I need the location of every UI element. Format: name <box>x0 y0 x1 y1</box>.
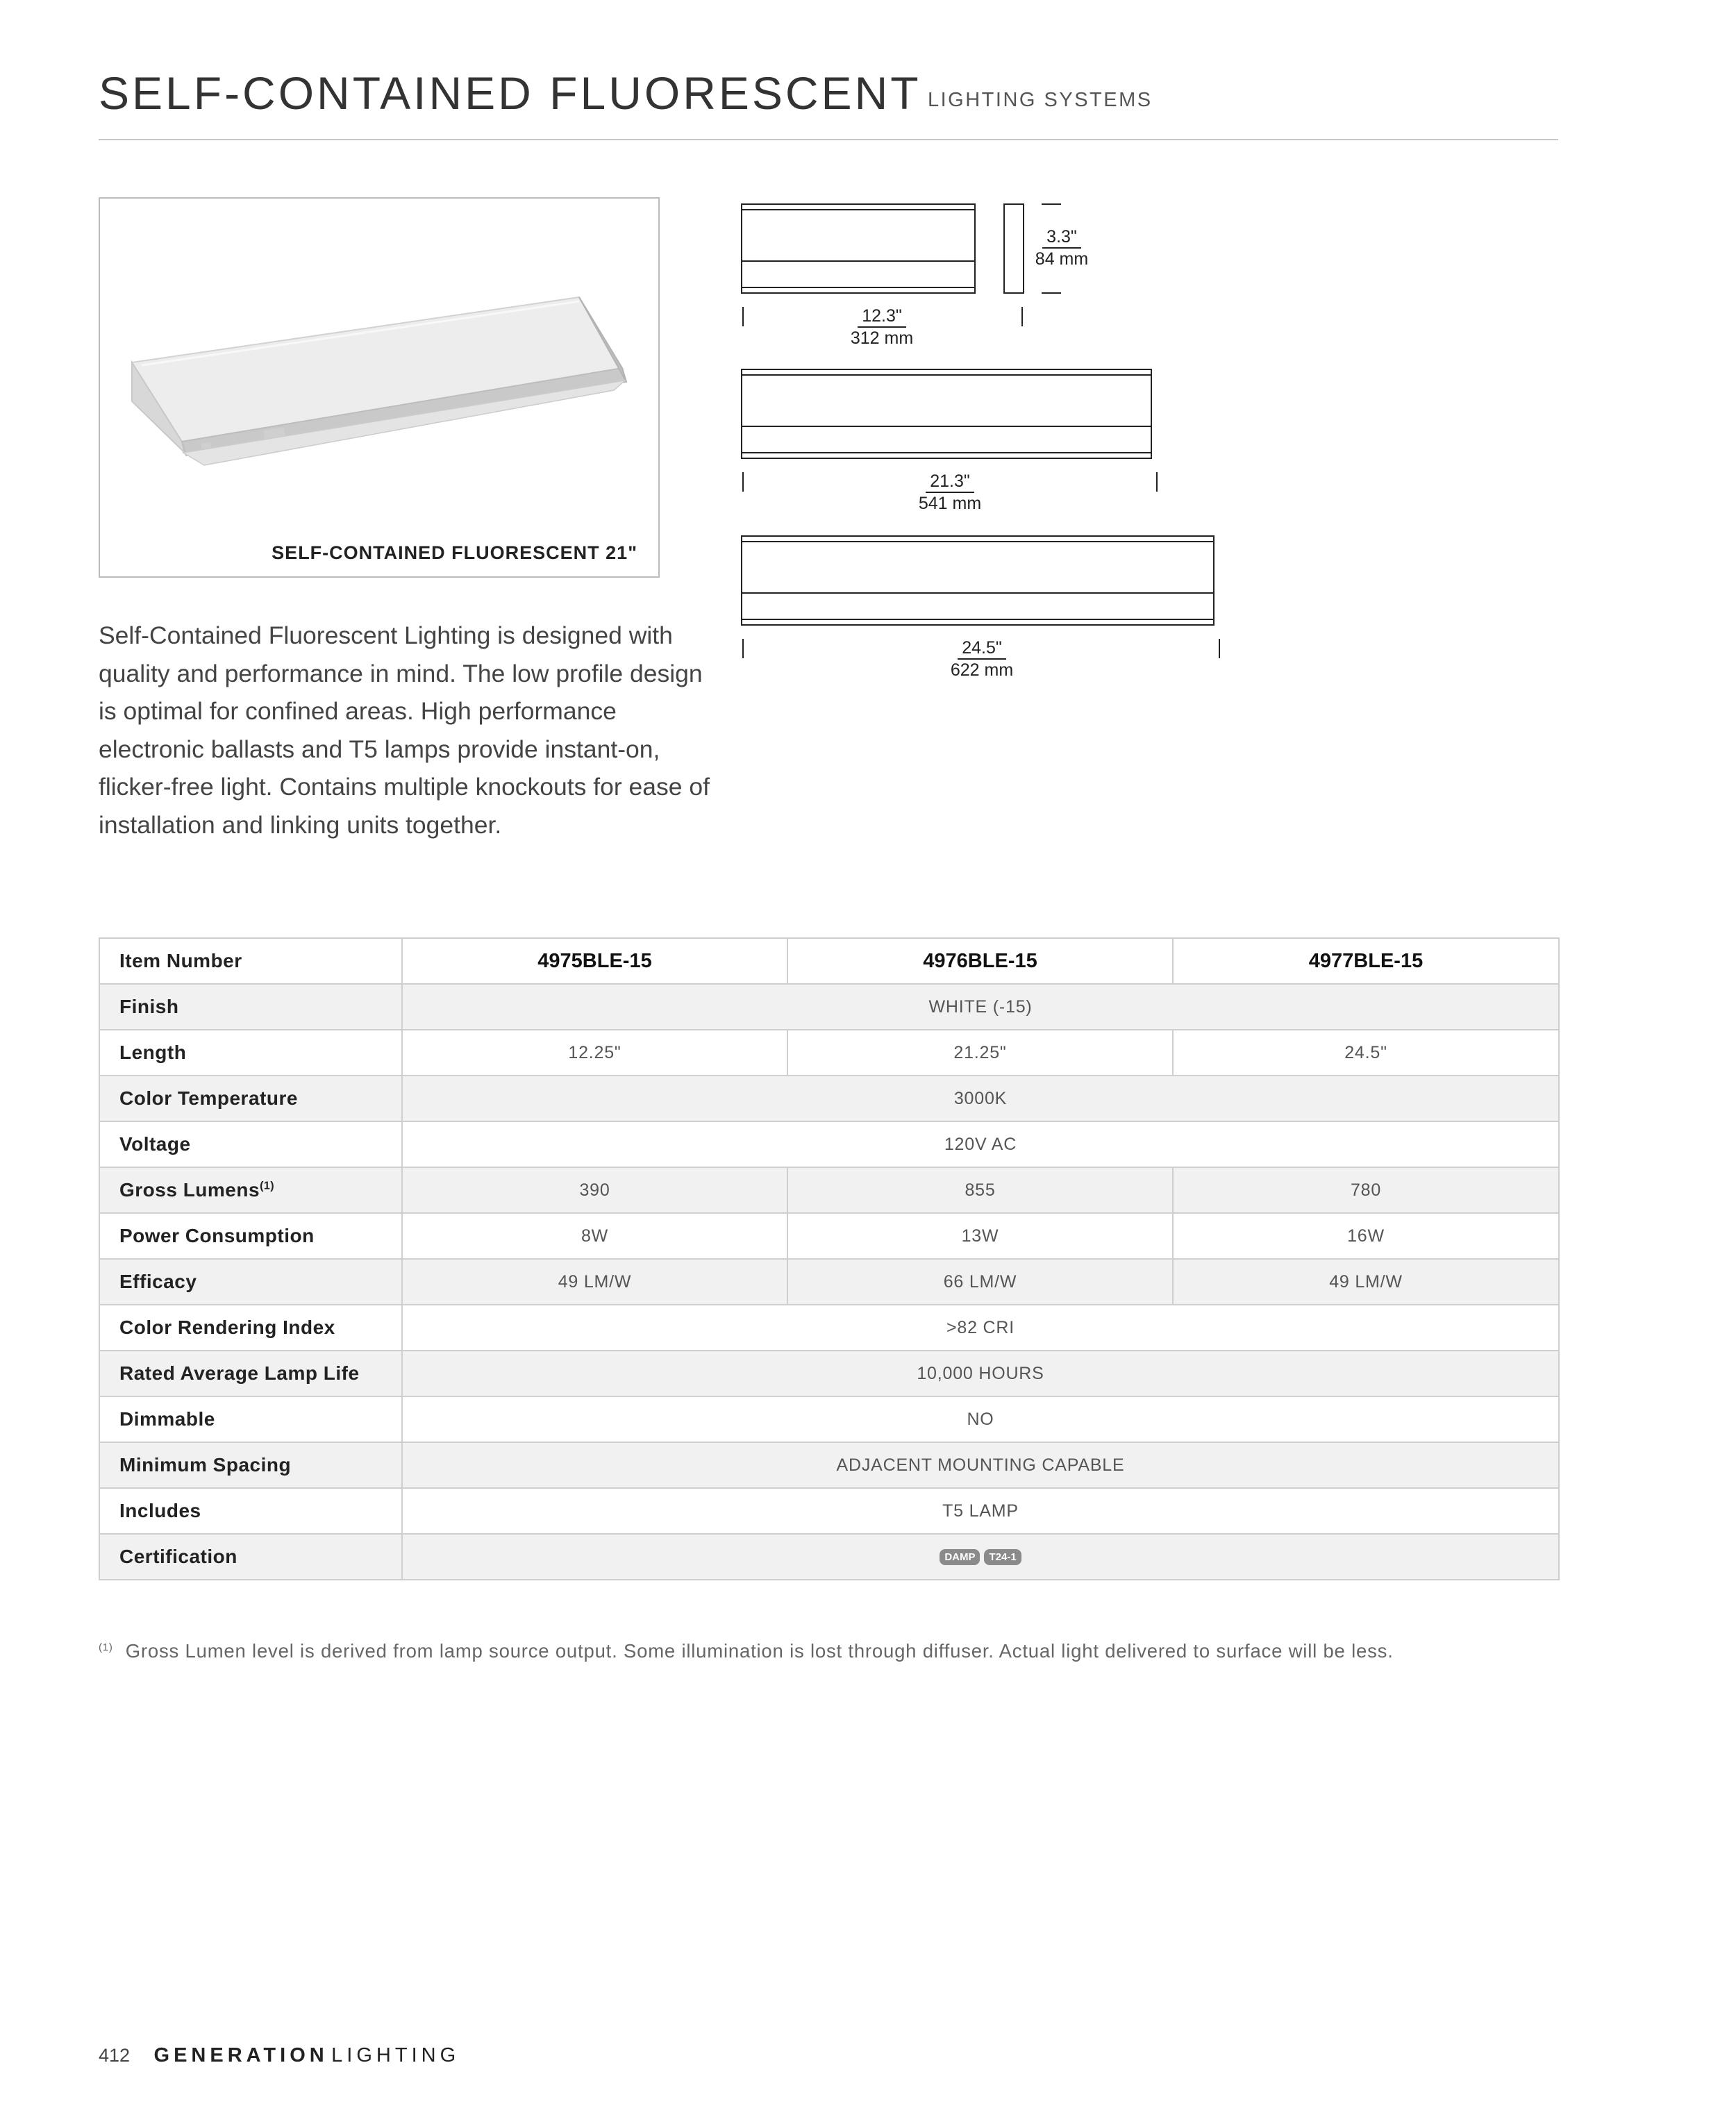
page-title: SELF-CONTAINED FLUORESCENT <box>99 67 921 119</box>
table-row <box>99 1259 1559 1305</box>
product-description: Self-Contained Fluorescent Lighting is designed with quality and performance in mind. The low profile design is optimal for confined areas. High performance electronic ballasts and T5 lamps provide instant-on, flicker-free light. Contains multiple knockouts for ease of installation and linking units together. <box>99 621 710 839</box>
finish-label: Finish <box>99 984 402 1030</box>
spec-table <box>99 937 1560 1580</box>
item-number-label: Item Number <box>99 938 402 984</box>
table-row <box>99 1351 1559 1396</box>
length-label: Length <box>99 1030 402 1076</box>
gross-lumens-footnote-ref: (1) <box>260 1180 275 1192</box>
dimension-drawings <box>736 194 1264 694</box>
gross-lumens-label <box>99 1167 402 1213</box>
minimum-spacing-label: Minimum Spacing <box>99 1442 402 1488</box>
height-metric: 84 mm <box>1035 249 1089 269</box>
cri-label: Color Rendering Index <box>99 1305 402 1351</box>
color-temperature-label: Color Temperature <box>99 1076 402 1121</box>
dimmable-label: Dimmable <box>99 1396 402 1442</box>
table-row <box>99 1488 1559 1534</box>
medium-unit-drawing <box>742 369 1151 458</box>
table-row <box>99 1534 1559 1580</box>
medium-width-metric: 541 mm <box>918 494 982 513</box>
finish-value: WHITE (-15) <box>402 984 1559 1030</box>
table-row <box>99 1442 1559 1488</box>
page-number: 412 <box>99 2045 131 2066</box>
height-dimension-label <box>1024 226 1100 269</box>
certification-value <box>402 1534 1559 1580</box>
gross-lumens-value: 855 <box>787 1167 1173 1213</box>
table-row <box>99 1396 1559 1442</box>
table-row <box>99 1167 1559 1213</box>
item-number-2: 4976BLE-15 <box>787 938 1173 984</box>
page-header <box>99 67 1558 140</box>
table-row <box>99 1213 1559 1259</box>
brand-name-light: LIGHTING <box>331 2044 460 2066</box>
gross-lumens-value: 390 <box>402 1167 787 1213</box>
damp-certification-badge: DAMP <box>940 1549 980 1565</box>
power-consumption-value: 13W <box>787 1213 1173 1259</box>
t24-certification-badge: T24-1 <box>984 1549 1021 1565</box>
table-row <box>99 984 1559 1030</box>
certification-label: Certification <box>99 1534 402 1580</box>
table-row <box>99 1076 1559 1121</box>
color-temperature-value: 3000K <box>402 1076 1559 1121</box>
item-number-1: 4975BLE-15 <box>402 938 787 984</box>
item-number-3: 4977BLE-15 <box>1173 938 1559 984</box>
lamp-life-label: Rated Average Lamp Life <box>99 1351 402 1396</box>
voltage-label: Voltage <box>99 1121 402 1167</box>
medium-width-imperial: 21.3" <box>926 471 974 493</box>
length-value: 12.25" <box>402 1030 787 1076</box>
large-width-label <box>940 637 1024 680</box>
large-unit-drawing <box>742 536 1214 625</box>
footnote-text: Gross Lumen level is derived from lamp source output. Some illumination is lost through diffuser. Actual light delivered to surface will be less. <box>125 1640 1394 1662</box>
product-photo-box <box>99 197 660 578</box>
power-consumption-value: 16W <box>1173 1213 1559 1259</box>
small-unit-drawing <box>742 204 975 293</box>
power-consumption-value: 8W <box>402 1213 787 1259</box>
large-width-imperial: 24.5" <box>958 637 1006 660</box>
length-value: 21.25" <box>787 1030 1173 1076</box>
voltage-value: 120V AC <box>402 1121 1559 1167</box>
table-row <box>99 1305 1559 1351</box>
product-photo-illustration <box>100 199 661 579</box>
efficacy-label: Efficacy <box>99 1259 402 1305</box>
lamp-life-value: 10,000 HOURS <box>402 1351 1559 1396</box>
gross-lumens-label-text: Gross Lumens <box>119 1179 260 1201</box>
cri-value: >82 CRI <box>402 1305 1559 1351</box>
length-value: 24.5" <box>1173 1030 1559 1076</box>
includes-label: Includes <box>99 1488 402 1534</box>
small-width-imperial: 12.3" <box>858 306 906 328</box>
footnote-mark: (1) <box>99 1641 113 1653</box>
power-consumption-label: Power Consumption <box>99 1213 402 1259</box>
efficacy-value: 66 LM/W <box>787 1259 1173 1305</box>
small-width-label <box>840 306 924 349</box>
efficacy-value: 49 LM/W <box>1173 1259 1559 1305</box>
product-photo-caption: SELF-CONTAINED FLUORESCENT 21" <box>272 542 637 563</box>
includes-value: T5 LAMP <box>402 1488 1559 1534</box>
minimum-spacing-value: ADJACENT MOUNTING CAPABLE <box>402 1442 1559 1488</box>
page-footer <box>99 2044 460 2067</box>
medium-width-label <box>908 471 992 514</box>
dimmable-value: NO <box>402 1396 1559 1442</box>
brand-name-bold: GENERATION <box>153 2044 328 2066</box>
small-width-metric: 312 mm <box>850 328 914 348</box>
height-imperial: 3.3" <box>1042 226 1081 249</box>
table-row <box>99 938 1559 984</box>
table-row <box>99 1030 1559 1076</box>
table-row <box>99 1121 1559 1167</box>
gross-lumens-value: 780 <box>1173 1167 1559 1213</box>
efficacy-value: 49 LM/W <box>402 1259 787 1305</box>
footnote <box>99 1640 1394 1662</box>
large-width-metric: 622 mm <box>950 660 1014 680</box>
page-subtitle: LIGHTING SYSTEMS <box>928 89 1153 111</box>
